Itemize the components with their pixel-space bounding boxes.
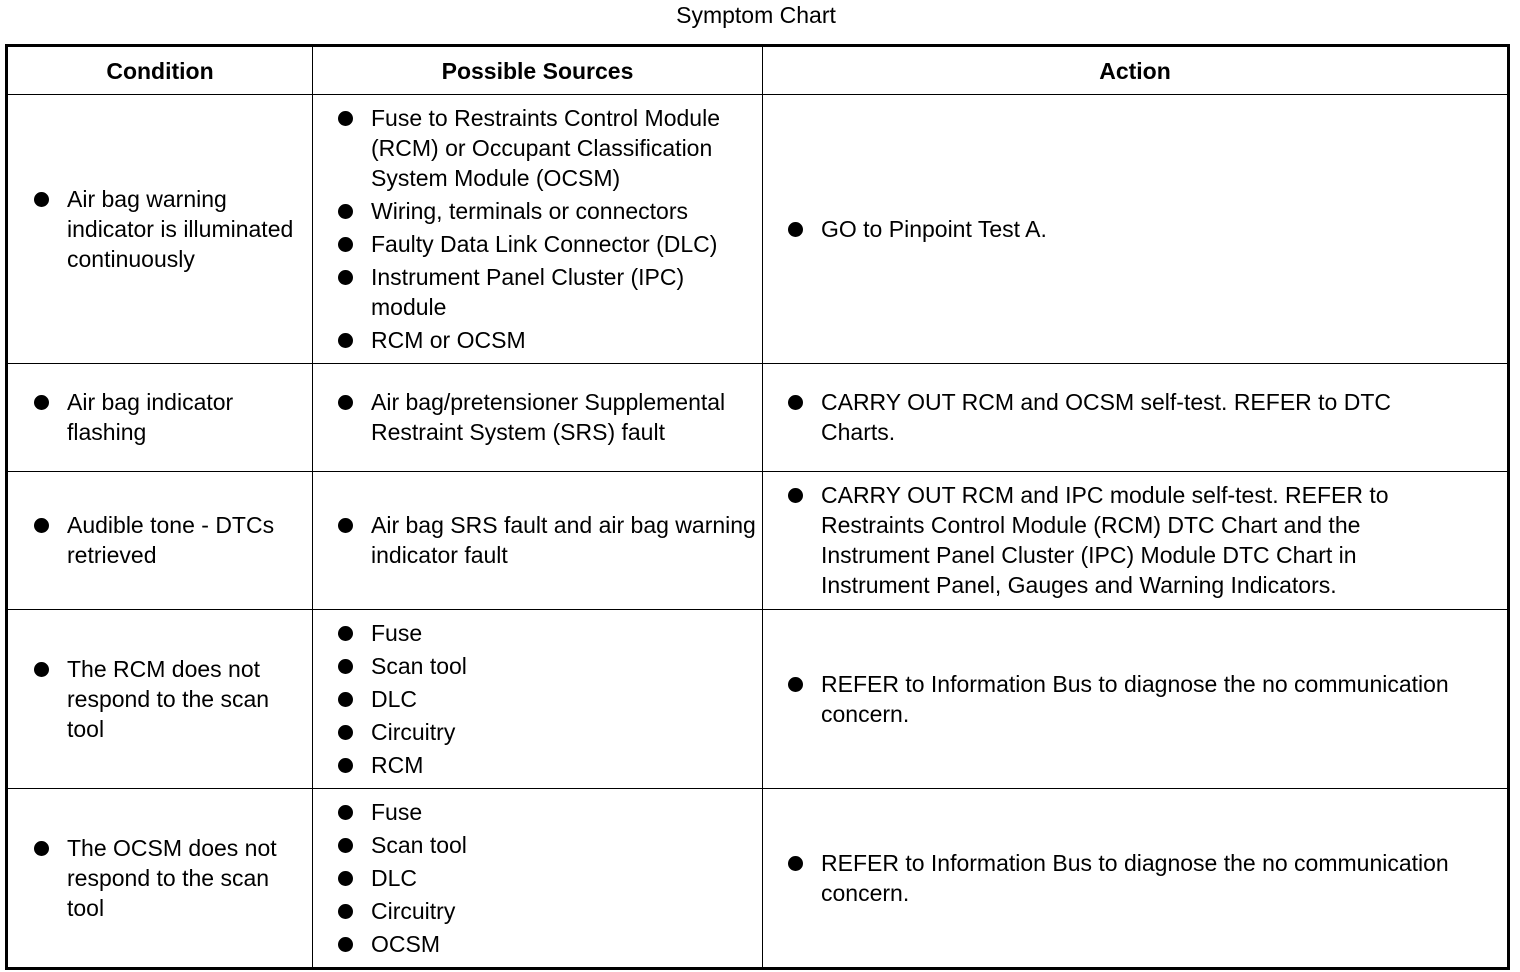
condition-cell bbox=[7, 95, 313, 364]
list-item: DLC bbox=[313, 684, 762, 714]
condition-list bbox=[8, 510, 312, 570]
list-item: Air bag/pretensioner Supplemental Restraint System (SRS) fault bbox=[313, 387, 762, 447]
list-item: GO to Pinpoint Test A. bbox=[763, 214, 1507, 244]
action-list bbox=[763, 669, 1507, 729]
condition-list bbox=[8, 387, 312, 447]
list-item: Faulty Data Link Connector (DLC) bbox=[313, 229, 762, 259]
header-condition: Condition bbox=[7, 46, 313, 95]
condition-list bbox=[8, 184, 312, 274]
list-item: OCSM bbox=[313, 929, 762, 959]
action-list bbox=[763, 480, 1507, 600]
list-item: REFER to Information Bus to diagnose the no communication concern. bbox=[763, 669, 1507, 729]
header-row bbox=[7, 46, 1509, 95]
list-item: Air bag indicator flashing bbox=[8, 387, 312, 447]
action-cell bbox=[763, 610, 1509, 789]
list-item: RCM or OCSM bbox=[313, 325, 762, 355]
list-item: Instrument Panel Cluster (IPC) module bbox=[313, 262, 762, 322]
action-cell bbox=[763, 472, 1509, 610]
condition-list bbox=[8, 833, 312, 923]
symptom-table bbox=[5, 44, 1510, 970]
sources-list bbox=[313, 510, 762, 570]
action-cell bbox=[763, 364, 1509, 472]
page-title: Symptom Chart bbox=[676, 2, 836, 28]
list-item: Fuse to Restraints Control Module (RCM) or Occupant Classification System Module (OCSM) bbox=[313, 103, 762, 193]
list-item: CARRY OUT RCM and IPC module self-test. REFER to Restraints Control Module (RCM) DTC Chart and the Instrument Panel Cluster (IPC) Module DTC Chart in Instrument Panel, Gauges and Warning Indicators. bbox=[763, 480, 1507, 600]
condition-cell bbox=[7, 789, 313, 969]
list-item: Fuse bbox=[313, 618, 762, 648]
sources-cell bbox=[313, 364, 763, 472]
list-item: The OCSM does not respond to the scan tool bbox=[8, 833, 312, 923]
list-item: DLC bbox=[313, 863, 762, 893]
action-cell bbox=[763, 789, 1509, 969]
table-row bbox=[7, 472, 1509, 610]
sources-list bbox=[313, 797, 762, 959]
action-cell bbox=[763, 95, 1509, 364]
list-item: Air bag SRS fault and air bag warning indicator fault bbox=[313, 510, 762, 570]
sources-cell bbox=[313, 610, 763, 789]
list-item: CARRY OUT RCM and OCSM self-test. REFER to DTC Charts. bbox=[763, 387, 1507, 447]
table-row bbox=[7, 364, 1509, 472]
action-list bbox=[763, 387, 1507, 447]
list-item: Audible tone - DTCs retrieved bbox=[8, 510, 312, 570]
table-row bbox=[7, 610, 1509, 789]
sources-list bbox=[313, 103, 762, 355]
sources-cell bbox=[313, 789, 763, 969]
list-item: Wiring, terminals or connectors bbox=[313, 196, 762, 226]
condition-list bbox=[8, 654, 312, 744]
header-possible-sources: Possible Sources bbox=[313, 46, 763, 95]
table-row bbox=[7, 789, 1509, 969]
action-list bbox=[763, 214, 1507, 244]
sources-cell bbox=[313, 95, 763, 364]
list-item: Scan tool bbox=[313, 651, 762, 681]
sources-list bbox=[313, 387, 762, 447]
condition-cell bbox=[7, 610, 313, 789]
list-item: Circuitry bbox=[313, 896, 762, 926]
condition-cell bbox=[7, 364, 313, 472]
list-item: Air bag warning indicator is illuminated continuously bbox=[8, 184, 312, 274]
list-item: Fuse bbox=[313, 797, 762, 827]
list-item: RCM bbox=[313, 750, 762, 780]
sources-list bbox=[313, 618, 762, 780]
list-item: Scan tool bbox=[313, 830, 762, 860]
header-action: Action bbox=[763, 46, 1509, 95]
list-item: The RCM does not respond to the scan tool bbox=[8, 654, 312, 744]
list-item: REFER to Information Bus to diagnose the no communication concern. bbox=[763, 848, 1507, 908]
list-item: Circuitry bbox=[313, 717, 762, 747]
condition-cell bbox=[7, 472, 313, 610]
table-row bbox=[7, 95, 1509, 364]
sources-cell bbox=[313, 472, 763, 610]
action-list bbox=[763, 848, 1507, 908]
